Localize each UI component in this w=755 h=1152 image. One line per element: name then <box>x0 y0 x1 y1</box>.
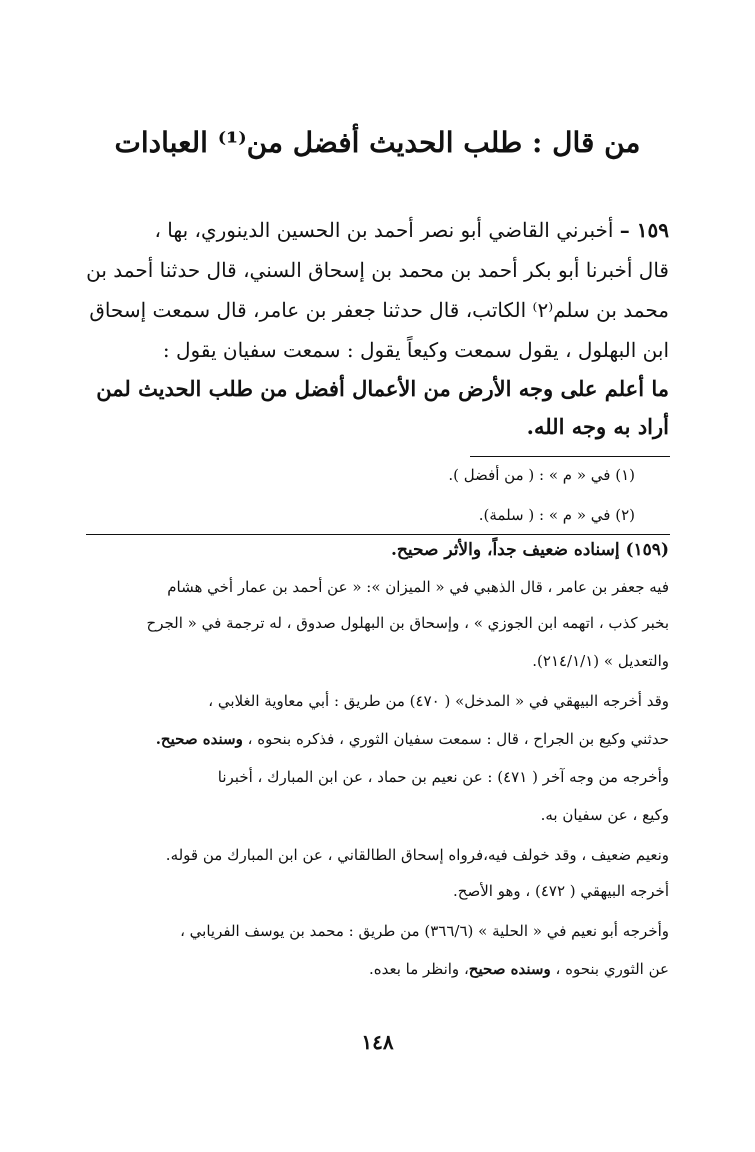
note-line-4: وقد أخرجه البيهقي في « المدخل» ( ٤٧٠) من طريق : أبي معاوية الغلابي ، <box>208 692 669 710</box>
hadith-matn-line-2: أراد به وجه الله. <box>526 414 669 439</box>
note-line-11-text: عن الثوري بنحوه ، <box>550 960 669 978</box>
note-line-8: ونعيم ضعيف ، وقد خولف فيه،فرواه إسحاق الطالقاني ، عن ابن المبارك من قوله. <box>165 846 669 864</box>
note-line-3: والتعديل » (٢١٤/١/١). <box>532 652 669 670</box>
note-line-11-tail: ، وانظر ما بعده. <box>368 960 469 978</box>
hadith-line-1-text: أخبرني القاضي أبو نصر أحمد بن الحسين الدينوري، بها ، <box>154 218 620 242</box>
note-line-5 <box>156 730 669 748</box>
hadith-matn-line-1: ما أعلم على وجه الأرض من الأعمال أفضل من طلب الحديث لمن <box>96 376 669 401</box>
note-line-5-text: حدثني وكيع بن الجراح ، قال : سمعت سفيان الثوري ، فذكره بنحوه ، <box>242 730 669 748</box>
chapter-heading: من قال : طلب الحديث أفضل من⁽¹⁾ العبادات <box>114 126 641 159</box>
note-line-7: وكيع ، عن سفيان به. <box>540 806 669 824</box>
hadith-line-3: محمد بن سلم⁽٢⁾ الكاتب، قال حدثنا جعفر بن عامر، قال سمعت إسحاق <box>89 298 669 322</box>
hadith-line-4: ابن البهلول ، يقول سمعت وكيعاً يقول : سمعت سفيان يقول : <box>162 338 669 362</box>
hadith-number: ١٥٩ – <box>619 218 669 242</box>
footnote-1: (١) في « م » : ( من أفضل ). <box>448 466 635 484</box>
note-line-11-emphasis: وسنده صحيح <box>468 960 551 978</box>
notes-heading: (١٥٩) إسناده ضعيف جداً، والأثر صحيح. <box>390 540 669 560</box>
note-line-10: وأخرجه أبو نعيم في « الحلية » (٣٦٦/٦) من طريق : محمد بن يوسف الفريابي ، <box>180 922 669 940</box>
note-line-5-emphasis: وسنده صحيح. <box>155 730 243 748</box>
note-line-6: وأخرجه من وجه آخر ( ٤٧١) : عن نعيم بن حماد ، عن ابن المبارك ، أخبرنا <box>217 768 669 786</box>
note-line-11 <box>369 960 669 978</box>
hadith-line-2: قال أخبرنا أبو بكر أحمد بن محمد بن إسحاق السني، قال حدثنا أحمد بن <box>86 258 669 282</box>
notes-separator <box>86 534 670 535</box>
hadith-line-1 <box>154 218 669 242</box>
footnote-2: (٢) في « م » : ( سلمة). <box>478 506 635 524</box>
note-line-1: فيه جعفر بن عامر ، قال الذهبي في « الميزان »: « عن أحمد بن عمار أخي هشام <box>167 578 669 596</box>
note-line-9: أخرجه البيهقي ( ٤٧٢) ، وهو الأصح. <box>453 882 669 900</box>
page-number: ١٤٨ <box>361 1030 394 1054</box>
footnote-separator <box>470 456 670 457</box>
note-line-2: بخبر كذب ، اتهمه ابن الجوزي » ، وإسحاق بن البهلول صدوق ، له ترجمة في « الجرح <box>146 614 669 632</box>
